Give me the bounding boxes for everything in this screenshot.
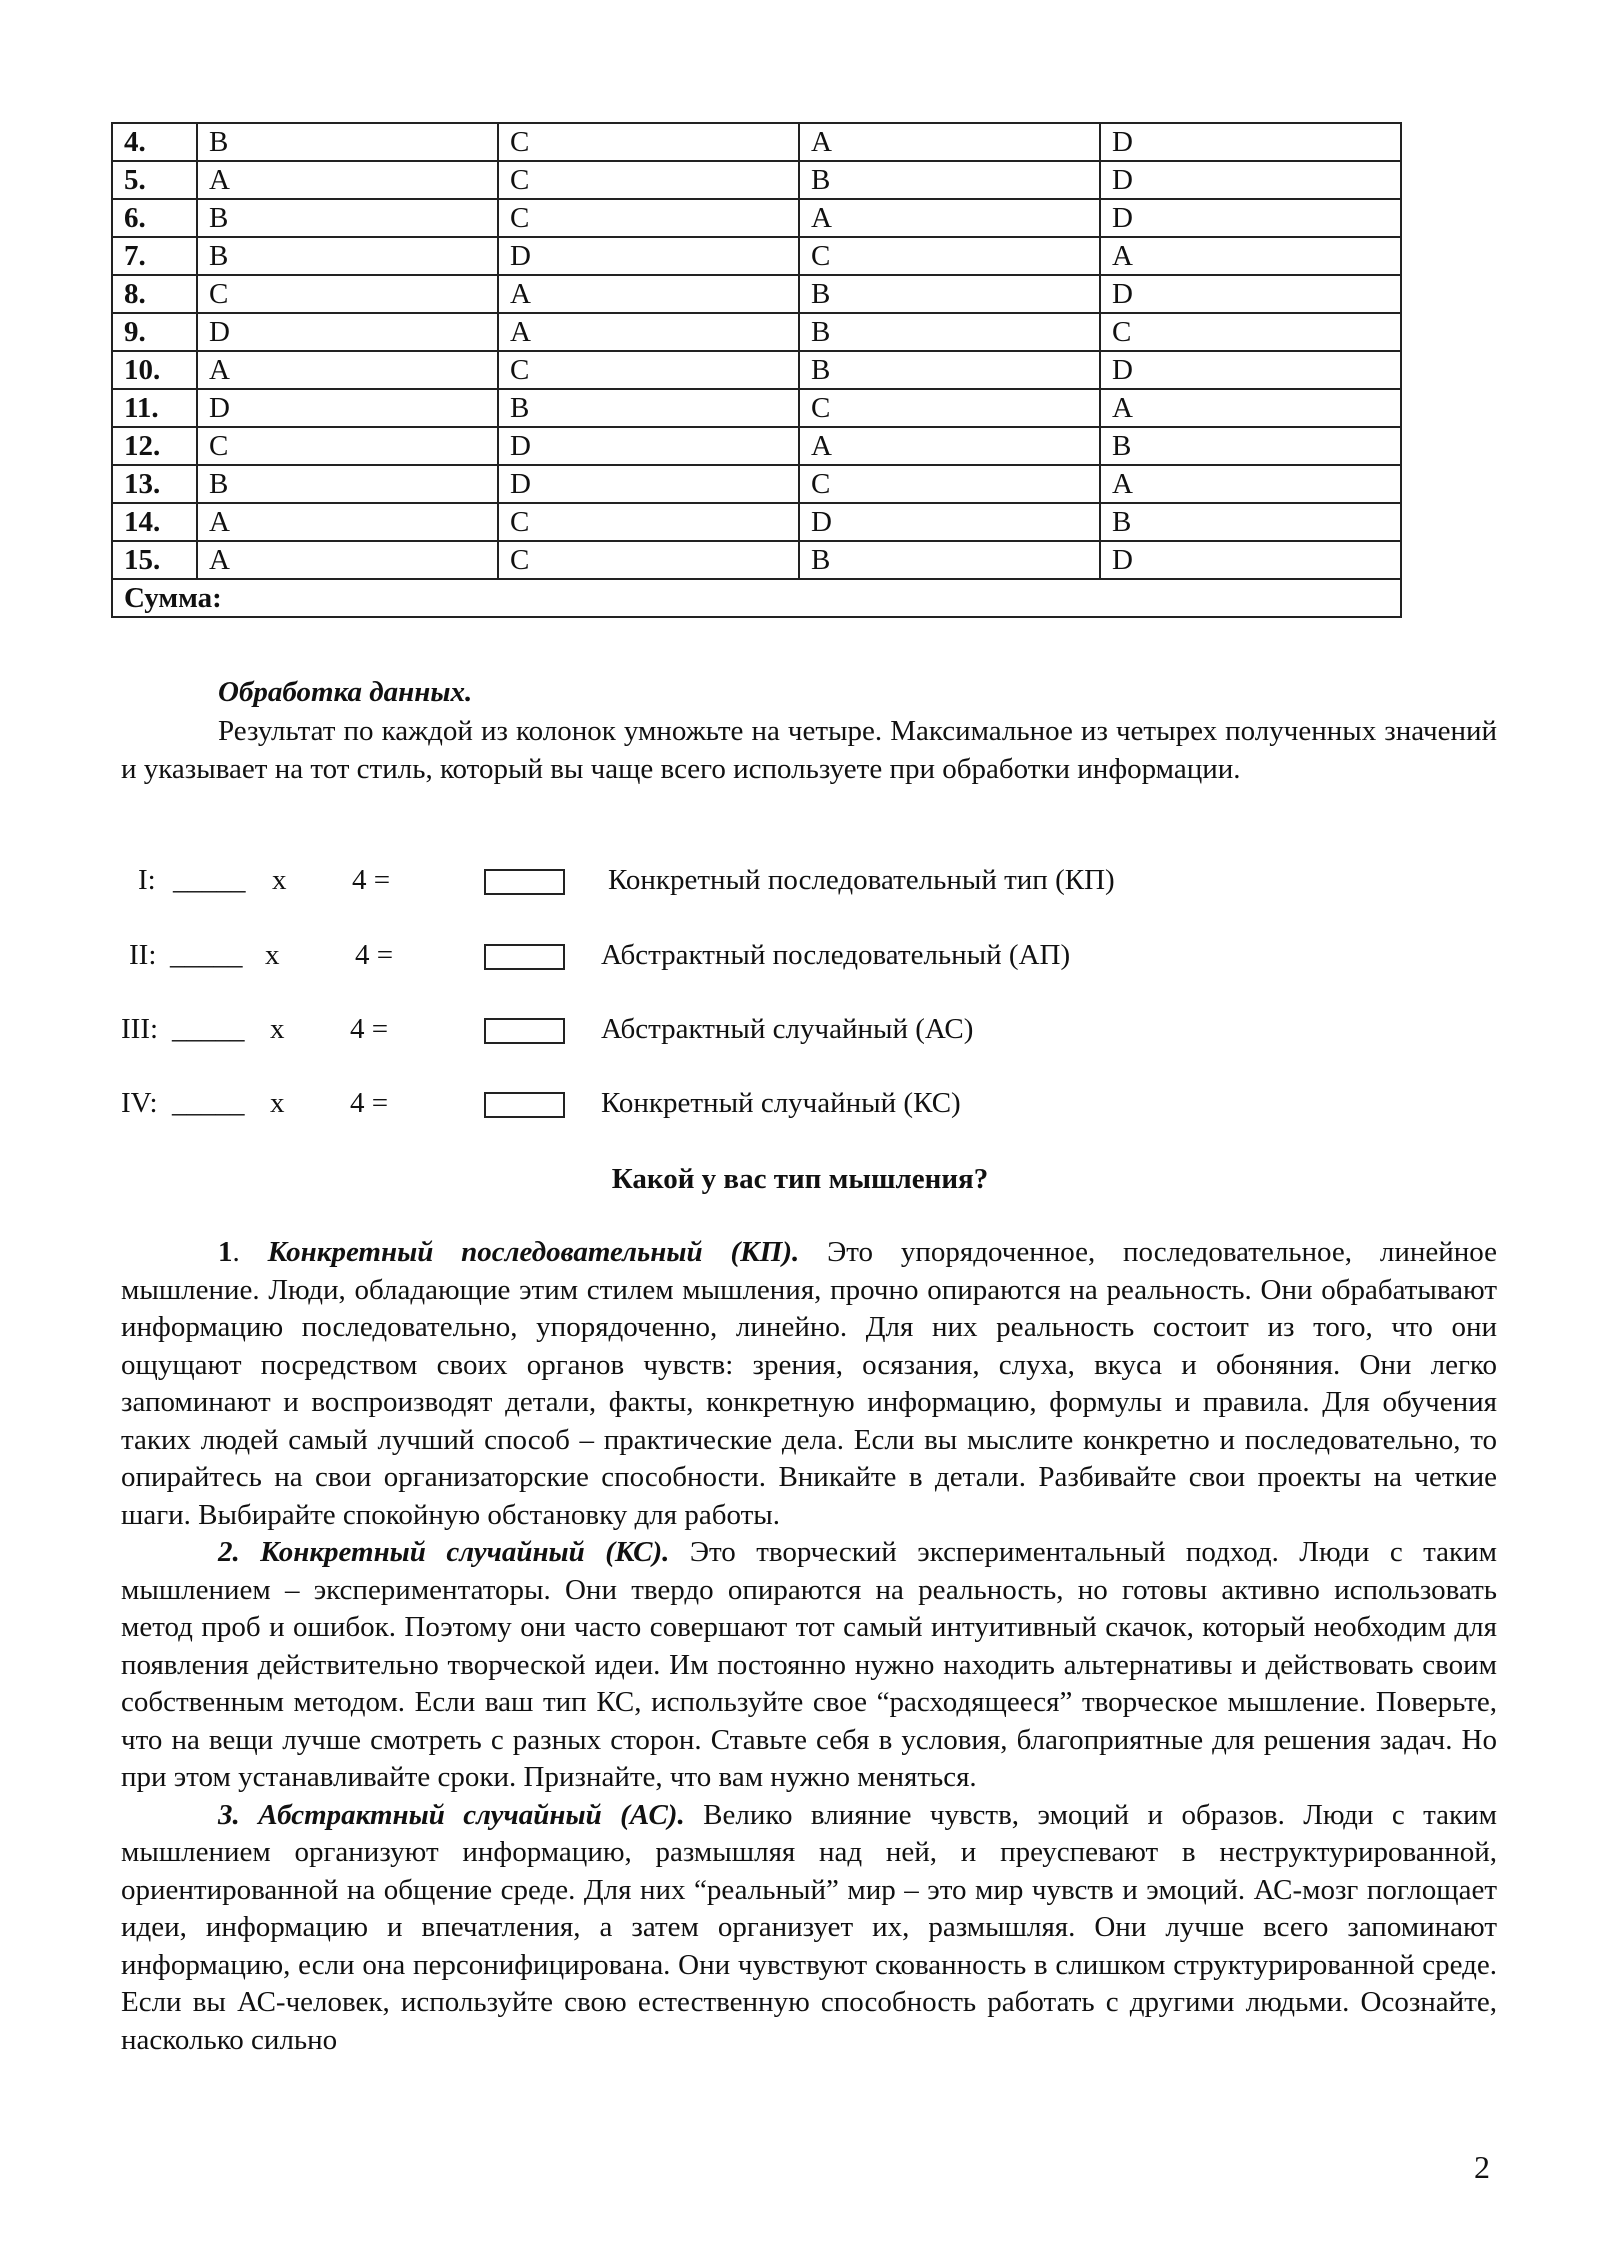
paragraph-number: 2. (218, 1536, 240, 1568)
answer-cell: C (197, 427, 498, 465)
formula-blank: _____ (172, 1013, 245, 1045)
table-row (112, 313, 1401, 351)
answer-cell: A (1100, 389, 1401, 427)
formula-multiplier: 4 = (355, 939, 394, 971)
answer-cell: B (799, 161, 1100, 199)
answer-cell: C (799, 237, 1100, 275)
formula-row (0, 860, 1600, 900)
answer-cell: A (498, 313, 799, 351)
answer-cell: A (1100, 465, 1401, 503)
paragraph-term: Абстрактный случайный (АС). (258, 1798, 685, 1831)
answer-cell: D (799, 503, 1100, 541)
formula-roman: IV: (121, 1087, 158, 1119)
answer-cell: D (1100, 199, 1401, 237)
answer-cell: A (799, 199, 1100, 237)
table-row (112, 237, 1401, 275)
answer-cell: B (799, 313, 1100, 351)
answer-cell: A (197, 541, 498, 579)
paragraph-text: Это упорядоченное, последовательное, линейное мышление. Люди, обладающие этим стилем мышления, прочно опираются на реальность. Они обрабатывают информацию последовательно, упорядоченно, линейно. Для них реальность состоит из того, что они ощущают посредством своих органов чувств: зрения, осязания, слуха, вкуса и обоняния. Они легко запоминают и воспроизводят детали, факты, конкретную информацию, формулы и правила. Для обучения таких людей самый лучший способ – практические дела. Если вы мыслите конкретно и последовательно, то опирайтесь на свои организаторские способности. Вникайте в детали. Разбивайте свои проекты на четкие шаги. Выбирайте спокойную обстановку для работы. (121, 1236, 1497, 1531)
row-number-cell: 11. (112, 389, 197, 427)
table-row (112, 161, 1401, 199)
answer-cell: D (197, 313, 498, 351)
row-number-cell: 13. (112, 465, 197, 503)
row-number-cell: 6. (112, 199, 197, 237)
answer-cell: A (197, 161, 498, 199)
paragraph-text: Это творческий экспериментальный подход. Люди с таким мышлением – экспериментаторы. Они твердо опираются на реальность, но готовы активно использовать метод проб и ошибок. Поэтому они часто совершают тот самый интуитивный скачок, который необходим для появления действительно творческой идеи. Им постоянно нужно находить альтернативы и действовать своим собственным методом. Если ваш тип КС, используйте свое “расходящееся” творческое мышление. Поверьте, что на вещи лучше смотреть с разных сторон. Ставьте себя в условия, благоприятные для решения задач. Но при этом устанавливайте сроки. Признайте, что вам нужно меняться. (121, 1536, 1498, 1793)
formula-times: x (272, 864, 287, 896)
paragraph-number-separator (240, 1536, 260, 1568)
answer-table (111, 122, 1402, 618)
answer-cell: D (498, 427, 799, 465)
answer-cell: A (197, 503, 498, 541)
answer-cell: C (498, 503, 799, 541)
sum-label: Сумма: (112, 579, 1401, 617)
paragraph-number: 1 (218, 1236, 233, 1268)
paragraph-number-separator (240, 1799, 258, 1831)
paragraph-text: Велико влияние чувств, эмоций и образов. Люди с таким мышлением организуют информацию, размышляя над ней, и преуспевают в неструктурированной, ориентированной на общение среде. Для них “реальный” мир – это мир чувств и эмоций. АС-мозг поглощает идеи, информацию и впечатления, а затем организует их, размышляя. Они лучше всего запоминают информацию, если она персонифицирована. Они чувствуют скованность в слишком структурированной среде. Если вы АС-человек, используйте свою естественную способность работать с другими людьми. Осознайте, насколько сильно (121, 1798, 1498, 2056)
result-box[interactable] (484, 1092, 565, 1118)
table-row (112, 427, 1401, 465)
answer-cell: B (799, 275, 1100, 313)
formula-multiplier: 4 = (350, 1013, 389, 1045)
answer-cell: A (1100, 237, 1401, 275)
answer-cell: A (197, 351, 498, 389)
answer-cell: D (197, 389, 498, 427)
answer-cell: B (197, 123, 498, 161)
formula-roman: I: (138, 864, 156, 896)
processing-text: Результат по каждой из колонок умножьте на четыре. Максимальное из четырех полученных значений и указывает на тот стиль, который вы чаще всего используете при обработки информации. (121, 715, 1497, 785)
formula-style-label: Конкретный последовательный тип (КП) (608, 864, 1115, 896)
formula-blank: _____ (172, 1087, 245, 1119)
row-number-cell: 5. (112, 161, 197, 199)
paragraph-term: Конкретный случайный (КС). (260, 1536, 670, 1568)
table-row (112, 123, 1401, 161)
row-number-cell: 15. (112, 541, 197, 579)
answer-cell: B (197, 199, 498, 237)
answer-cell: A (799, 427, 1100, 465)
paragraph-3 (121, 1797, 1497, 2060)
row-number-cell: 12. (112, 427, 197, 465)
formula-blank: _____ (173, 864, 246, 896)
answer-cell: C (498, 161, 799, 199)
answer-cell: D (498, 465, 799, 503)
row-number-cell: 7. (112, 237, 197, 275)
formula-style-label: Конкретный случайный (КС) (601, 1087, 961, 1119)
table-row (112, 503, 1401, 541)
answer-cell: D (1100, 123, 1401, 161)
table-row (112, 465, 1401, 503)
table-row (112, 351, 1401, 389)
formula-blank: _____ (170, 939, 243, 971)
row-number-cell: 10. (112, 351, 197, 389)
paragraph-number-separator: . (232, 1236, 268, 1268)
table-row (112, 389, 1401, 427)
formula-times: x (270, 1087, 285, 1119)
answer-cell: C (498, 199, 799, 237)
table-row (112, 275, 1401, 313)
formula-multiplier: 4 = (352, 864, 391, 896)
row-number-cell: 8. (112, 275, 197, 313)
sum-row (112, 579, 1401, 617)
table-row (112, 541, 1401, 579)
answer-cell: D (1100, 161, 1401, 199)
formula-roman: II: (129, 939, 157, 971)
answer-cell: B (799, 351, 1100, 389)
answer-cell: C (498, 123, 799, 161)
paragraph-term: Конкретный последовательный (КП). (267, 1236, 800, 1268)
answer-cell: C (498, 351, 799, 389)
answer-cell: B (1100, 503, 1401, 541)
formula-multiplier: 4 = (350, 1087, 389, 1119)
answer-cell: D (1100, 351, 1401, 389)
row-number-cell: 4. (112, 123, 197, 161)
section-title: Какой у вас тип мышления? (611, 1163, 989, 1195)
formula-row (0, 935, 1600, 975)
answer-cell: C (1100, 313, 1401, 351)
answer-cell: B (1100, 427, 1401, 465)
formula-times: x (265, 939, 280, 971)
formula-roman: III: (121, 1013, 159, 1045)
formula-times: x (270, 1013, 285, 1045)
answer-cell: D (1100, 541, 1401, 579)
answer-cell: C (498, 541, 799, 579)
result-box[interactable] (484, 944, 565, 970)
paragraphs (121, 1234, 1497, 2059)
answer-table-body (112, 123, 1401, 617)
paragraph-2 (121, 1534, 1497, 1797)
result-box[interactable] (484, 869, 565, 895)
answer-cell: B (197, 465, 498, 503)
formula-row (0, 1083, 1600, 1123)
table-row (112, 199, 1401, 237)
paragraph-1 (121, 1234, 1497, 1534)
answer-cell: B (799, 541, 1100, 579)
formula-style-label: Абстрактный последовательный (АП) (601, 939, 1071, 971)
answer-cell: A (799, 123, 1100, 161)
page-number: 2 (1474, 2149, 1490, 2185)
formula-style-label: Абстрактный случайный (АС) (601, 1013, 974, 1045)
answer-cell: B (498, 389, 799, 427)
answer-cell: C (197, 275, 498, 313)
answer-cell: C (799, 389, 1100, 427)
answer-cell: D (498, 237, 799, 275)
paragraph-number: 3. (218, 1798, 240, 1831)
answer-cell: B (197, 237, 498, 275)
row-number-cell: 9. (112, 313, 197, 351)
row-number-cell: 14. (112, 503, 197, 541)
answer-cell: D (1100, 275, 1401, 313)
processing-heading: Обработка данных. (218, 676, 473, 708)
answer-cell: C (799, 465, 1100, 503)
answer-cell: A (498, 275, 799, 313)
formula-row (0, 1009, 1600, 1049)
result-box[interactable] (484, 1018, 565, 1044)
